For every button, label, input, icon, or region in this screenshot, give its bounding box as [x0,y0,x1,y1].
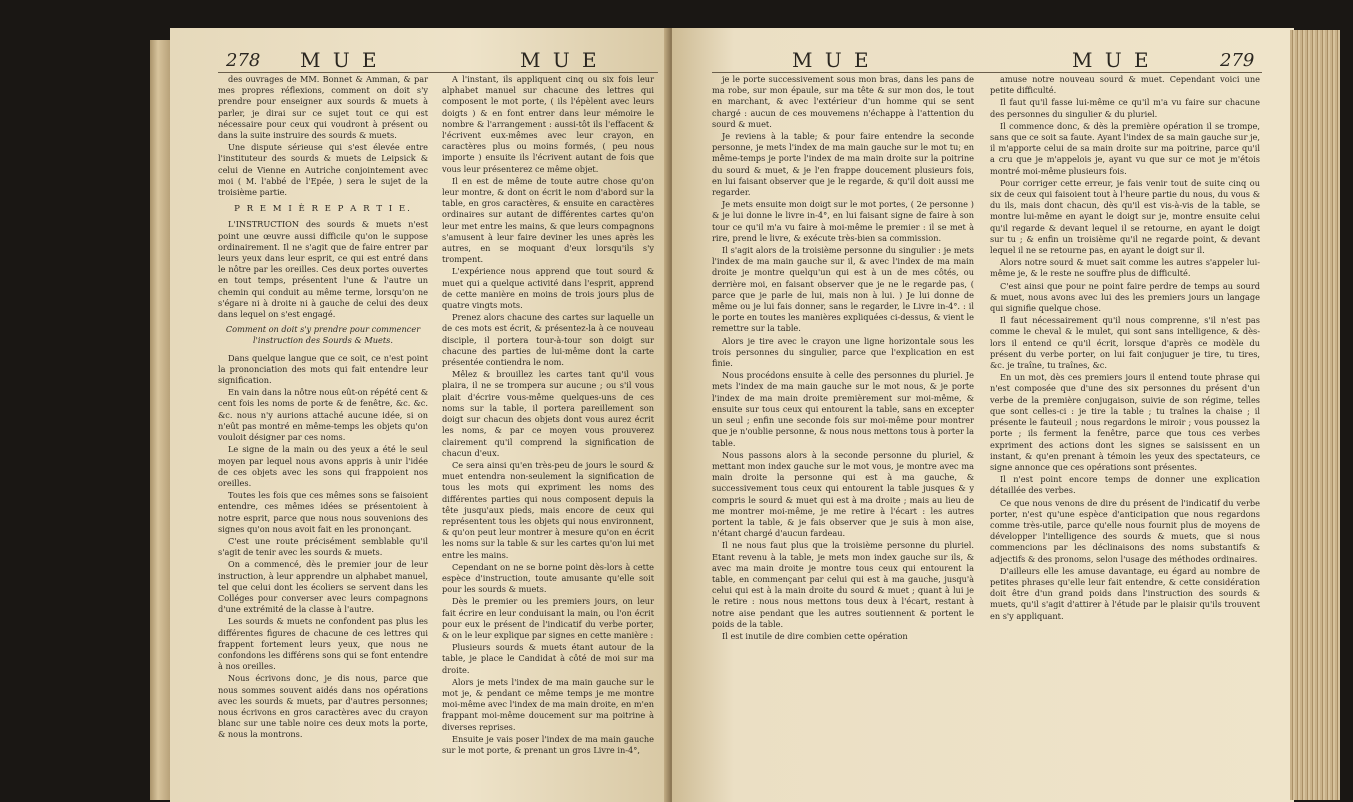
left-header-word-2: M U E [520,48,600,72]
right-header-word-1: M U E [792,48,872,72]
right-col2-paragraph: Alors notre sourd & muet sait comme les autres s'appeler lui-même je, & le reste ne souffre plus de difficulté. [990,257,1260,279]
left-header-word-1: M U E [300,48,380,72]
right-col2-paragraph: Pour corriger cette erreur, je fais venir tout de suite cinq ou six de ceux qui faisoient tout à l'heure partie du nous, du vous & du ils, mais dont chacun, dès qu'il est vis-à-vis de la table, se montre lui-même en ayant le doigt sur je, montre ensuite celui qu'il regarde & devant lequel il se retourne, en ayant le doigt sur tu ; & enfin un troisième qu'il ne regarde point, & devant lequel il ne se retourne pas, en ayant le doigt sur il. [990,177,1260,256]
left-col1-paragraph: L'INSTRUCTION des sourds & muets n'est point une œuvre aussi difficile qu'on le suppose ordinairement. Il ne s'agit que de faire entrer par leurs yeux dans leur esprit, ce qui est entré dans le nôtre par les oreilles. Ces deux portes ouvertes en tout temps, présentent l'une & l'autre un chemin qui conduit au même terme, lorsqu'on ne s'égare ni à droite ni à gauche de celui des deux dans lequel on s'est engagé. [218,219,428,320]
left-col2-paragraph: Alors je mets l'index de ma main gauche sur le mot je, & pendant ce même temps je me montre moi-même avec l'index de ma main droite, en m'en frappant moi-même doucement sur ma poitrine à diverses reprises. [442,676,654,732]
left-col1-paragraph: Nous écrivons donc, je dis nous, parce que nous sommes souvent aidés dans nos opérations avec les sourds & muets, par d'autres personnes; nous écrivons en gros caractères avec du crayon blanc sur une table noire ces deux mots la porte, & nous la montrons. [218,673,428,740]
right-column-1 [712,74,974,643]
left-col2-paragraph: Mêlez & brouillez les cartes tant qu'il vous plaira, il ne se trompera sur aucune ; ou s'il vous plait d'écrire vous-même quelques-uns de ces noms sur la table, il portera pareillement son doigt sur chacun des objets dont vous aurez écrit les noms, & par ce moyen vous prouverez clairement qu'il comprend la signification de chacun d'eux. [442,369,654,458]
left-page [170,28,668,802]
page-edges-left [150,40,170,800]
left-col1-paragraph: Toutes les fois que ces mêmes sons se faisoient entendre, ces mêmes idées se présentoient à notre esprit, parce que nous nous souvenions des signes qu'on nous avoit fait en les prononçant. [218,490,428,534]
left-header-rule [218,72,658,73]
right-col2-paragraph: En un mot, dès ces premiers jours il entend toute phrase qui n'est composée que d'une des six personnes du présent d'un verbe de la première conjugaison, suivie de son régime, telles que sont celles-ci : je tire la table ; tu traînes la chaise ; il présente le fauteuil ; nous regardons le miroir ; vous poussez la porte ; ils ferment la fenêtre, parce que tous ces verbes expriment des actions dont les signes se saisissent en un instant, & qu'en prenant à témoin les yeux des spectateurs, ce signe annonce que ces opérations sont présentes. [990,372,1260,472]
right-col2-paragraph: Ce que nous venons de dire du présent de l'indicatif du verbe porter, n'est qu'une espèce d'anticipation que nous regardons comme très-utile, parce qu'elle nous fournit plus de moyens de développer l'intelligence des sourds & muets, que si nous commencions par les déclinaisons des noms substantifs & adjectifs & des pronoms, selon l'usage des méthodes ordinaires. [990,497,1260,564]
left-col2-paragraph: Dès le premier ou les premiers jours, on leur fait écrire en leur conduisant la main, ou l'on écrit pour eux le présent de l'indicatif du verbe porter, & on le leur explique par signes en cette manière : [442,596,654,640]
right-col1-paragraph: Il ne nous faut plus que la troisième personne du pluriel. Etant revenu à la table, je mets mon index gauche sur ils, & avec ma main droite je montre tous ceux qui entourent la table, en commençant par celui qui est à ma gauche, jusqu'à celui qui est à la main droite du sourd & muet ; quant à lui je le retire : nous nous mettons tous deux à l'écart, restant à notre aise pendant que les autres soutiennent & portent le poids de la table. [712,540,974,629]
right-col1-paragraph: Alors je tire avec le crayon une ligne horizontale sous les trois personnes du singulier, parce que l'explication en est finie. [712,335,974,369]
left-col2-paragraph: L'expérience nous apprend que tout sourd & muet qui a quelque activité dans l'esprit, apprend de cette manière en moins de trois jours plus de quatre vingts mots. [442,266,654,311]
left-col2-paragraph: Ensuite je vais poser l'index de ma main gauche sur le mot porte, & prenant un gros Livre in-4°, [442,733,654,755]
left-col1-paragraph: Dans quelque langue que ce soit, ce n'est point la prononciation des mots qui fait entendre leur signification. [218,352,428,386]
page-edges-right [1290,30,1340,800]
left-col2-paragraph: Il en est de même de toute autre chose qu'on leur montre, & dont on écrit le nom d'abord sur la table, en gros caractères, & ensuite en caractères ordinaires sur autant de différentes cartes qu'on leur met entre les mains, & que leurs compagnons s'amusent à leur faire deviner les unes après les autres, en se moquant d'eux lorsqu'ils s'y trompent. [442,175,654,265]
right-col1-paragraph: Je mets ensuite mon doigt sur le mot portes, ( 2e personne ) & je lui donne le livre in-4°, en lui faisant signe de faire à son tour ce qu'il m'a vu faire à moi-même le premier : il se met à rire, prend le livre, & exécute très-bien sa commission. [712,199,974,243]
left-page-number: 278 [226,50,261,71]
right-col2-paragraph: Il faut qu'il fasse lui-même ce qu'il m'a vu faire sur chacune des personnes du singulier & du pluriel. [990,97,1260,119]
right-col1-paragraph: Nous passons alors à la seconde personne du pluriel, & mettant mon index gauche sur le mot vous, je montre avec ma main droite la personne qui est à ma gauche, & successivement tous ceux qui entourent la table jusques & y compris le sourd & muet qui est à ma droite ; mais au lieu de me montrer moi-même, je me retire à l'écart : les autres portent la table, & je fais observer que je suis à mon aise, n'étant chargé d'aucun fardeau. [712,449,974,539]
right-col2-paragraph: Il n'est point encore temps de donner une explication détaillée des verbes. [990,474,1260,496]
right-page [672,28,1294,802]
right-col2-paragraph: D'ailleurs elle les amuse davantage, eu égard au nombre de petites phrases qu'elle leur fait entendre, & cette considération doit être d'un grand poids dans l'instruction des sourds & muets, qu'il s'agit d'attirer à l'étude par le plaisir qu'ils trouvent en s'y appliquant. [990,565,1260,621]
left-col1-paragraph: P R E M I È R E P A R T I E. [234,204,412,215]
right-col2-paragraph: C'est ainsi que pour ne point faire perdre de temps au sourd & muet, nous avons avec lui des les premiers jours un langage qui signifie quelque chose. [990,280,1260,314]
left-col2-paragraph: Plusieurs sourds & muets étant autour de la table, je place le Candidat à côté de moi sur ma droite. [442,642,654,675]
right-col1-paragraph: Nous procédons ensuite à celle des personnes du pluriel. Je mets l'index de ma main gauche sur le mot nous, & je porte l'index de ma main droite premièrement sur moi-même, & ensuite sur tous ceux qui entourent la table, sans en excepter un seul ; enfin une seconde fois sur moi-même pour montrer que je n'oublie personne, & nous nous mettons tous à porter la table. [712,370,974,448]
right-col2-paragraph: amuse notre nouveau sourd & muet. Cependant voici une petite difficulté. [990,74,1260,96]
left-col1-paragraph: Les sourds & muets ne confondent pas plus les différentes figures de chacune de ces lettres qui frappent fortement leurs yeux, que nous ne confondons les différens sons qui se font entendre à nos oreilles. [218,616,428,672]
right-header-word-2: M U E [1072,48,1152,72]
left-col1-paragraph: C'est une route précisément semblable qu'il s'agit de tenir avec les sourds & muets. [218,535,428,558]
left-col1-paragraph: On a commencé, dès le premier jour de leur instruction, à leur apprendre un alphabet manuel, tel que celui dont les écoliers se servent dans les Colléges pour converser avec leurs compagnons d'une extrémité de la classe à l'autre. [218,559,428,615]
left-col2-paragraph: A l'instant, ils appliquent cinq ou six fois leur alphabet manuel sur chacune des lettres qui composent le mot porte, ( ils l'épèlent avec leurs doigts ) & en font entrer dans leur mémoire le nombre & l'arrangement : aussi-tôt ils l'effacent & l'écrivent eux-mêmes avec leur crayon, en caractères plus ou moins formés, ( peu nous importe ) ensuite ils l'écrivent autant de fois que vous leur présenterez ce même objet. [442,74,654,174]
right-col2-paragraph: Il faut nécessairement qu'il nous comprenne, s'il n'est pas comme le cheval & le mulet, qui sont sans intelligence, & dès-lors il entend ce qu'il écrit, lorsque d'après ce modèle du présent du verbe porter, on lui fait conjuguer je tire, tu tires, &c. je traîne, tu traînes, &c. [990,315,1260,371]
left-col1-paragraph: Une dispute sérieuse qui s'est élevée entre l'instituteur des sourds & muets de Leipsick & celui de Vienne en Autriche conjointement avec moi ( M. l'abbé de l'Epée, ) sera le sujet de la troisième partie. [218,142,428,198]
left-column-2 [442,74,654,757]
left-col1-paragraph: En vain dans la nôtre nous eût-on répété cent & cent fois les noms de porte & de fenêtre, &c. &c. &c. nous n'y aurions attaché aucune idée, si on n'eût pas montré en même-temps les objets qu'on vouloit désigner par ces noms. [218,387,428,443]
right-header-rule [712,72,1262,73]
right-col1-paragraph: Il s'agit alors de la troisième personne du singulier : je mets l'index de ma main gauche sur il, & avec l'index de ma main droite je montre quelqu'un qui est à un de mes côtés, ou derrière moi, en faisant observer que je ne le regarde pas, ( parce que je parle de lui, mais non à lui. ) Je lui donne de même ou je lui fais donner, sans le regarder, le Livre in-4°. : il le porte en toutes les manières expliquées ci-dessus, & vient le remettre sur la table. [712,245,974,334]
right-col1-paragraph: je le porte successivement sous mon bras, dans les pans de ma robe, sur mon épaule, sur ma tête & sur mon dos, le tout en marchant, & avec l'extérieur d'un homme qui se sent chargé : aucun de ces mouvemens n'échappe à l'attention du sourd & muet. [712,74,974,129]
left-col2-paragraph: Ce sera ainsi qu'en très-peu de jours le sourd & muet entendra non-seulement la signification de tous les mots qui expriment les noms des différentes parties qui nous composent depuis la tête jusqu'aux pieds, mais encore de ceux qui représentent tous les objets qui nous environnent, & qu'on peut leur montrer à mesure qu'on en écrit les noms sur la table & sur les cartes qu'on lui met entre les mains. [442,459,654,560]
right-column-2 [990,74,1260,623]
left-col1-paragraph: des ouvrages de MM. Bonnet & Amman, & par mes propres réflexions, comment on doit s'y prendre pour enseigner aux sourds & muets à parler, je dirai sur ce sujet tout ce qui est nécessaire pour ceux qui voudront à présent ou dans la suite instruire des sourds & muets. [218,74,428,141]
right-page-number: 279 [1220,50,1255,71]
left-column-1 [218,74,428,742]
left-col1-paragraph: Le signe de la main ou des yeux a été le seul moyen par lequel nous avons appris à unir l'idée de ces objets avec les sons qui frappoient nos oreilles. [218,444,428,488]
right-col1-paragraph: Je reviens à la table; & pour faire entendre la seconde personne, je mets l'index de ma main gauche sur le mot tu; en même-temps je porte l'index de ma main droite sur la poitrine du sourd & muet, & je l'en frappe doucement plusieurs fois, en lui faisant observer que je le regarde, & qu'il doit aussi me regarder. [712,131,974,198]
left-col1-paragraph: Comment on doit s'y prendre pour commencer l'instruction des Sourds & Muets. [225,324,421,346]
right-col1-paragraph: Il est inutile de dire combien cette opération [722,630,908,641]
left-col2-paragraph: Cependant on ne se borne point dès-lors à cette espèce d'instruction, toute amusante qu'elle soit pour les sourds & muets. [442,561,654,595]
right-col2-paragraph: Il commence donc, & dès la première opération il se trompe, sans que ce soit sa faute. Ayant l'index de sa main gauche sur je, il m'apporte celui de sa main droite sur ma poitrine, parce qu'il a cru que je m'appelois je, ayant vu que sur ce mot je m'étois montré moi-même plusieurs fois. [990,120,1260,176]
left-col2-paragraph: Prenez alors chacune des cartes sur laquelle un de ces mots est écrit, & présentez-la à ce nouveau disciple, il portera tour-à-tour son doigt sur chacune des parties de lui-même dont la carte présentée contiendra le nom. [442,312,654,368]
